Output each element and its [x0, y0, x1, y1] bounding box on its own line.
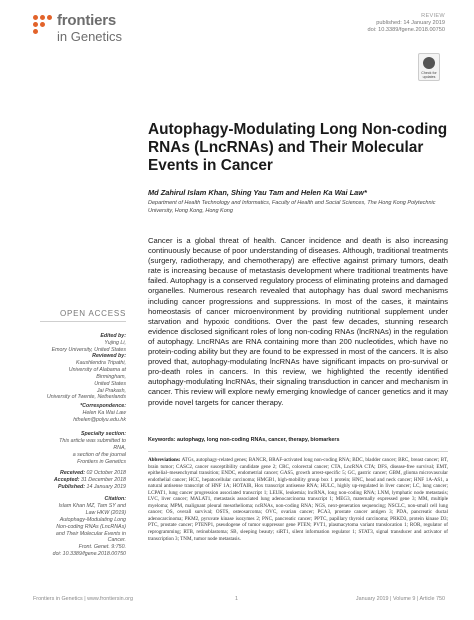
article-type: REVIEW	[421, 13, 445, 19]
citation-line: Autophagy-Modulating Long	[59, 516, 126, 523]
logo-journal: in Genetics	[57, 29, 123, 44]
citation-line: Non-coding RNAs (LncRNAs)	[56, 523, 126, 530]
published-date: published: 14 January 2019	[376, 20, 445, 27]
specialty-line: Frontiers in Genetics	[77, 458, 126, 465]
edited-by	[40, 333, 126, 354]
citation-line: Front. Genet. 9:750.	[78, 544, 126, 551]
accepted-label: Accepted:	[53, 476, 80, 483]
check-updates-icon	[423, 57, 435, 69]
logo-brand: frontiers	[57, 12, 117, 29]
check-updates-label: Check for updates	[421, 71, 437, 79]
received-date	[40, 470, 126, 477]
divider	[40, 321, 126, 322]
edited-by-label: Edited by:	[100, 333, 126, 339]
editor-name[interactable]: Yujing Li,	[104, 339, 126, 346]
article-doi[interactable]: doi: 10.3389/fgene.2018.00750	[367, 27, 445, 34]
article-authors[interactable]: Md Zahirul Islam Khan, Shing Yau Tam and Helen Ka Wai Law*	[148, 188, 367, 197]
correspondence	[40, 403, 126, 424]
reviewer-affiliation: University of Twente, Netherlands	[46, 394, 126, 401]
reviewed-by	[40, 353, 126, 401]
divider	[148, 451, 448, 452]
citation-line: Law HKW (2019)	[85, 509, 126, 516]
citation-line: Islam Khan MZ, Tam SY and	[58, 502, 126, 509]
citation-doi[interactable]: doi: 10.3389/fgene.2018.00750	[52, 551, 126, 558]
journal-logo[interactable]	[33, 13, 163, 49]
abbreviations-text: ATGs, autophagy-related genes; BANCR, BRAF-activated long non-coding RNA; BDC, bladder cancer; BRC, breast cancer; BT, brain tumor; CASC2, cancer susceptibility candidate gene 2; CRC, colorectal cancer; CTA, LncRNA CTA; DFS, disease-free survival; EMT, epithelial–mesenchymal transition; ENDC, endometrial cancer; GAS5, growth arrest-specific 5; GC, gastric cancer; GBM, glioma microvascular endothelial cancer; HCC, hepatocellular carcinoma; HMGB1, high-mobility group box 1 protein; HNC, head and neck cancer; HNF 1A-AS1, a natural antisense transcript of HNF 1A; HOTAIR, Hox transcript antisense RNA; HULC, highly up-regulated in liver cancer; LC, lung cancer; LCPAT1, lung cancer progression associated transcript 1; LEUK, leukemia; lncRNA, long non-coding RNA; LNM, lymphatic node metastasis; LVC, liver cancer; MALAT1, metastasis associated lung adenocarcinoma transcript 1; MEG3, maternally expressed gene 3; MM, multiple myeloma; MPM, malignant pleural mesothelioma; ncRNAs, non-coding RNA; NGS, next-generation sequencing; NSCLC, non-small cell lung cancer; OS, overall survival; OSTS, osteosarcoma; OVC, ovarian cancer; PCA3, prostate cancer antigen 3; PDA, pancreatic ductal adenocarcinoma; PKM2, pyruvate kinase isozymes 2; PNC, pancreatic cancer; PPTC, papillary thyroid carcinoma; PRKD3, protein kinase D3; PTC, prostate cancer; PTENP1, pseudogene of tumor suppressor gene PTEN; PVT1, plasmacytoma variant translocation 1; ROR, regulator of reprogramming; RTB, retinoblastoma; SB, sleeping beauty; siRT1, silent information regulator 1; STAT3, signal transducer and activator of transcription 3; TNM, tumor node metastasis.	[148, 457, 448, 542]
abstract-text: Cancer is a global threat of health. Cancer incidence and death is also increasing continuously because of poor understanding of diseases. Although, traditional treatments (surgery, radiotherapy, and chemotherapy) are effective against primary tumors, death rate is increasing because of metastasis development where traditional treatments have failed. Autophagy is a conserved regulatory process of eliminating proteins and damaged organelles. Numerous research revealed that autophagy has dual sword mechanisms including cancer progressions and suppressions. In most of the cases, it maintains homeostasis of cancer microenvironment by providing nutritional supplement under starvation and hypoxic conditions. Over the past few decades, stunning research evidence disclosed significant roles of long non-coding RNAs (lncRNAs) in the regulation of autophagy. LncRNAs are RNA containing more than 200 nucleotides, which have no protein-coding ability but they are found to be expressed in most of the cancers. It is also proved that, autophagy-modulating lncRNAs have significant impacts on pro-survival or pro-death roles in cancers. In this review, we highlighted the recently identified autophagy-modulating lncRNAs, their signaling transduction in cancer and mechanism in cancer. This review will explore newly emerging knowledge of cancer genetics and it may provide novel targets for cancer therapy.	[148, 236, 448, 407]
reviewer-name[interactable]: Kaushlendra Tripathi,	[76, 359, 126, 366]
article-dates	[40, 470, 126, 491]
page-number: 1	[235, 596, 238, 602]
specialty-label: Specialty section:	[80, 431, 126, 437]
accepted-date	[40, 477, 126, 484]
accepted-value: 31 December 2018	[80, 476, 126, 483]
correspondence-label: *Correspondence:	[80, 403, 126, 409]
published-sidebar-date	[40, 484, 126, 491]
reviewer-affiliation: United States	[94, 380, 126, 387]
specialty-section	[40, 431, 126, 466]
specialty-line: This article was submitted to	[59, 437, 126, 444]
author-affiliation: Department of Health Technology and Informatics, Faculty of Health and Social Sciences, The Hong Kong Polytechnic University, Hong Kong, Hong Kong	[148, 200, 436, 214]
published-value: 14 January 2019	[86, 483, 126, 490]
footer-journal-site[interactable]: Frontiers in Genetics | www.frontiersin.org	[33, 596, 133, 602]
correspondence-email[interactable]: hthelen@polyu.edu.hk	[73, 416, 126, 423]
keywords: Keywords: autophagy, long non-coding RNAs, cancer, therapy, biomarkers	[148, 437, 340, 443]
reviewer-affiliation: University of Alabama at Birmingham,	[68, 366, 126, 380]
abbreviations-label: Abbreviations:	[148, 457, 181, 463]
specialty-line: RNA,	[113, 444, 126, 451]
correspondence-name: Helen Ka Wai Law	[82, 409, 126, 416]
reviewer-name[interactable]: Jai Prakash,	[96, 387, 126, 394]
received-value: 02 October 2018	[86, 470, 126, 476]
article-title: Autophagy-Modulating Long Non-coding RNAs (LncRNAs) and Their Molecular Events in Cancer	[148, 121, 448, 174]
received-label: Received:	[60, 470, 86, 476]
frontiers-logo-icon	[33, 15, 53, 35]
footer-issue: January 2019 | Volume 9 | Article 750	[355, 596, 445, 602]
editor-affiliation: Emory University, United States	[51, 346, 126, 353]
article-meta	[368, 13, 445, 35]
citation-line: and Their Molecular Events in Cancer.	[55, 530, 126, 544]
citation	[40, 496, 126, 558]
abbreviations	[148, 457, 448, 542]
published-label: Published:	[57, 483, 86, 490]
citation-label: Citation:	[104, 496, 126, 502]
reviewed-by-label: Reviewed by:	[92, 353, 126, 359]
specialty-line: a section of the journal	[72, 451, 126, 458]
check-updates-button[interactable]	[418, 53, 440, 81]
open-access-label: OPEN ACCESS	[60, 309, 127, 318]
